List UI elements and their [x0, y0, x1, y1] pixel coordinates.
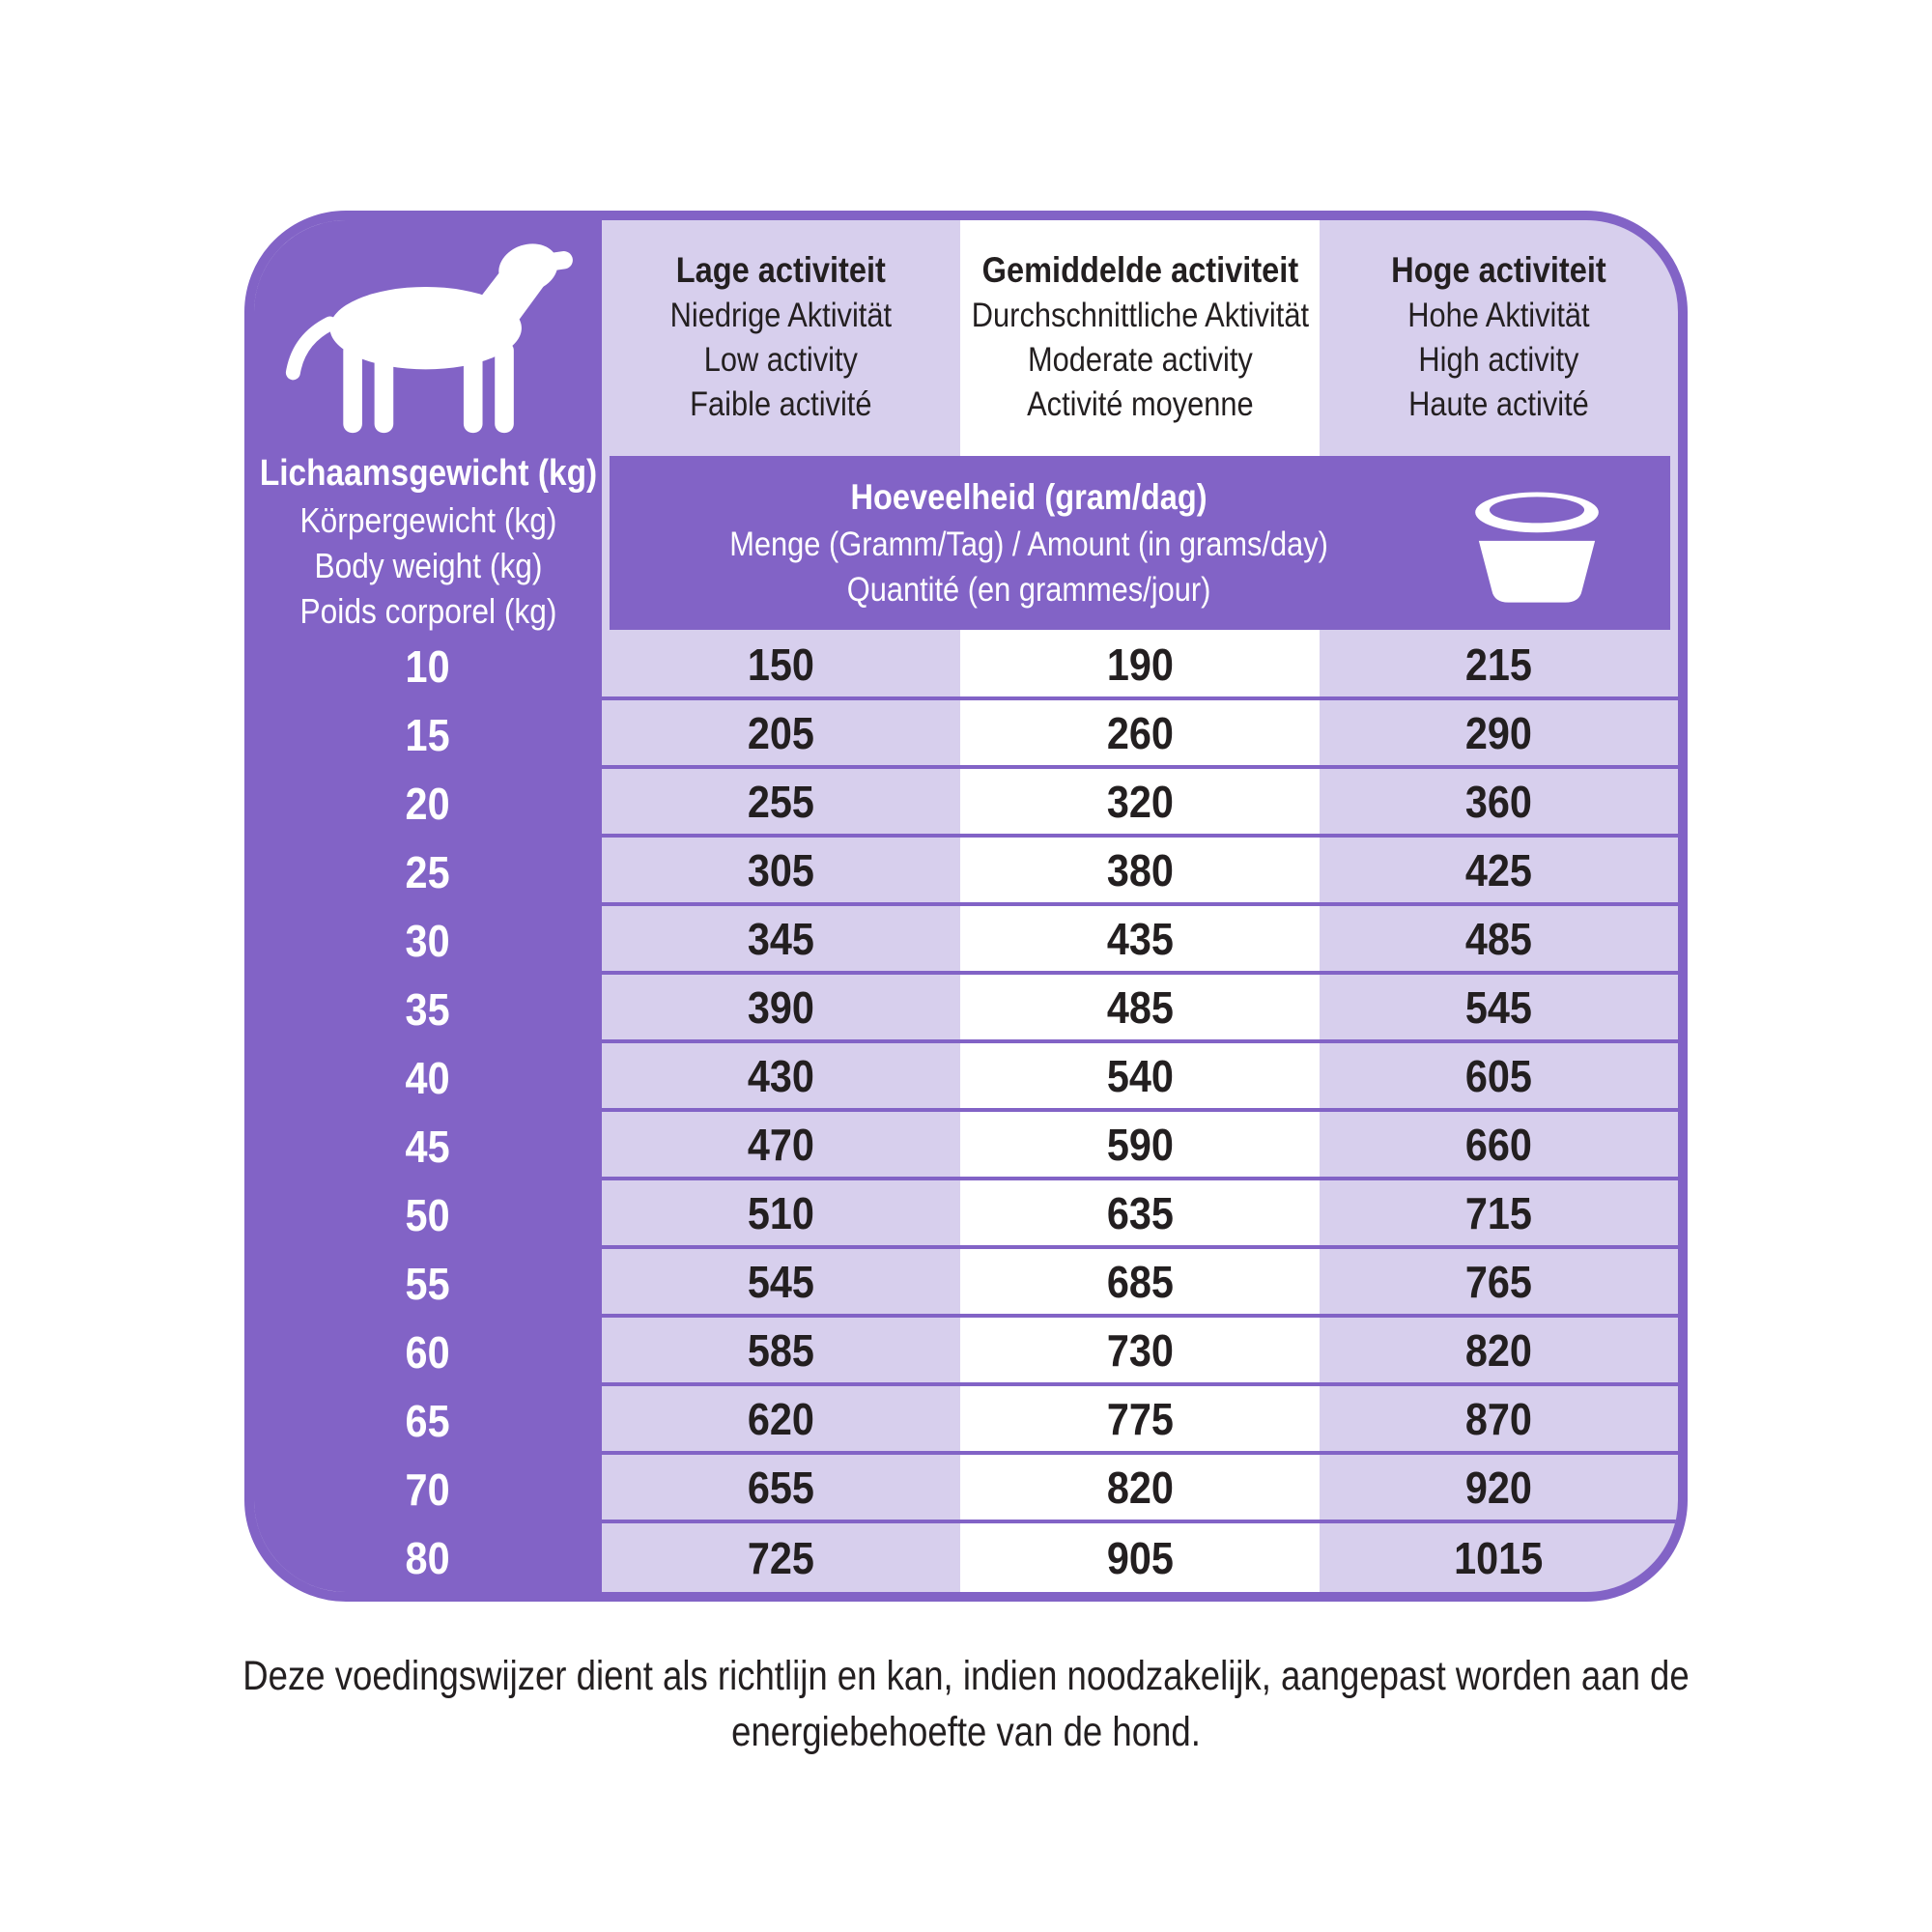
value-cell-moderate [960, 1455, 1320, 1523]
weight-cell [254, 1249, 602, 1318]
value-cell-high [1320, 1112, 1678, 1180]
weight-cell [254, 700, 602, 769]
amount-value: 190 [1106, 639, 1174, 690]
table-row [254, 632, 1678, 700]
amount-value: 775 [1106, 1393, 1174, 1444]
amount-value: 260 [1106, 707, 1174, 758]
column-title: Lage activiteit [675, 249, 887, 290]
table-row [254, 1180, 1678, 1249]
value-cell-low [602, 700, 960, 769]
value-cell-high [1320, 1523, 1678, 1592]
value-cell-high [1320, 632, 1678, 700]
weight-value: 30 [405, 915, 451, 966]
value-cell-low [602, 1386, 960, 1455]
value-cell-moderate [960, 1318, 1320, 1386]
amount-value: 715 [1464, 1187, 1533, 1238]
weight-value: 45 [405, 1121, 451, 1172]
value-cell-high [1320, 906, 1678, 975]
column-title: Hoge activiteit [1391, 249, 1606, 290]
feeding-table-rows [254, 632, 1678, 1592]
amount-value: 725 [747, 1532, 815, 1583]
column-subtitle-de: Durchschnittliche Aktivität [971, 296, 1309, 334]
amount-value: 430 [747, 1050, 815, 1101]
weight-value: 55 [405, 1258, 451, 1309]
value-cell-low [602, 838, 960, 906]
amount-value: 205 [747, 707, 815, 758]
value-cell-high [1320, 1043, 1678, 1112]
value-cell-low [602, 1523, 960, 1592]
amount-value: 320 [1106, 776, 1174, 827]
weight-value: 15 [405, 709, 451, 760]
table-row [254, 1249, 1678, 1318]
value-cell-high [1320, 700, 1678, 769]
amount-value: 730 [1106, 1324, 1174, 1376]
table-row [254, 1112, 1678, 1180]
amount-value: 545 [1464, 981, 1533, 1033]
amount-value: 605 [1464, 1050, 1533, 1101]
table-row [254, 1455, 1678, 1523]
value-cell-low [602, 1455, 960, 1523]
value-cell-high [1320, 838, 1678, 906]
weight-value: 10 [405, 640, 451, 692]
weight-cell [254, 1455, 602, 1523]
weight-cell [254, 1112, 602, 1180]
value-cell-low [602, 769, 960, 838]
column-subtitle-en: Low activity [703, 340, 859, 379]
value-cell-moderate [960, 906, 1320, 975]
amount-value: 425 [1464, 844, 1533, 895]
weight-value: 60 [405, 1326, 451, 1378]
weight-cell [254, 1523, 602, 1592]
weight-value: 25 [405, 846, 451, 897]
amount-value: 290 [1464, 707, 1533, 758]
column-header-moderate-activity [960, 220, 1320, 453]
column-headers-band [254, 220, 1678, 452]
column-title: Gemiddelde activiteit [981, 249, 1298, 290]
value-cell-moderate [960, 975, 1320, 1043]
weight-cell [254, 1180, 602, 1249]
value-cell-high [1320, 1386, 1678, 1455]
amount-band [254, 452, 1678, 632]
amount-value: 765 [1464, 1256, 1533, 1307]
amount-value: 870 [1464, 1393, 1533, 1444]
row-header-de: Körpergewicht (kg) [299, 500, 556, 540]
weight-cell [254, 632, 602, 700]
table-row [254, 906, 1678, 975]
value-cell-moderate [960, 1112, 1320, 1180]
value-cell-moderate [960, 838, 1320, 906]
weight-cell [254, 975, 602, 1043]
weight-cell [254, 1386, 602, 1455]
feeding-guide-card [244, 211, 1688, 1602]
value-cell-low [602, 906, 960, 975]
weight-cell [254, 906, 602, 975]
weight-cell [254, 838, 602, 906]
weight-value: 40 [405, 1052, 451, 1103]
amount-value: 660 [1464, 1119, 1533, 1170]
column-subtitle-fr: Haute activité [1408, 384, 1589, 423]
amount-banner [610, 456, 1670, 630]
weight-value: 80 [405, 1532, 451, 1583]
value-cell-moderate [960, 700, 1320, 769]
column-subtitle-en: Moderate activity [1027, 340, 1253, 379]
value-cell-low [602, 1112, 960, 1180]
value-cell-moderate [960, 1180, 1320, 1249]
value-cell-moderate [960, 1386, 1320, 1455]
value-cell-low [602, 632, 960, 700]
column-subtitle-de: Hohe Aktivität [1407, 296, 1590, 334]
weight-cell [254, 1318, 602, 1386]
amount-value: 485 [1106, 981, 1174, 1033]
amount-value: 655 [747, 1462, 815, 1513]
amount-value: 305 [747, 844, 815, 895]
row-header-en: Body weight (kg) [314, 546, 542, 585]
column-subtitle-fr: Faible activité [690, 384, 872, 423]
value-cell-high [1320, 769, 1678, 838]
banner-line3: Quantité (en grammes/jour) [846, 571, 1211, 609]
row-header-fr: Poids corporel (kg) [299, 591, 556, 631]
amount-value: 540 [1106, 1050, 1174, 1101]
amount-value: 920 [1464, 1462, 1533, 1513]
amount-value: 380 [1106, 844, 1174, 895]
value-cell-moderate [960, 769, 1320, 838]
value-cell-moderate [960, 632, 1320, 700]
dog-bowl-icon [1460, 479, 1614, 610]
amount-value: 390 [747, 981, 815, 1033]
value-cell-moderate [960, 1043, 1320, 1112]
column-subtitle-fr: Activité moyenne [1026, 384, 1254, 423]
table-row [254, 1386, 1678, 1455]
amount-value: 360 [1464, 776, 1533, 827]
value-cell-moderate [960, 1523, 1320, 1592]
weight-value: 65 [405, 1395, 451, 1446]
column-subtitle-de: Niedrige Aktivität [669, 296, 893, 334]
amount-value: 435 [1106, 913, 1174, 964]
weight-value: 50 [405, 1189, 451, 1240]
footer-note [145, 1648, 1787, 1760]
weight-value: 35 [405, 983, 451, 1035]
value-cell-high [1320, 975, 1678, 1043]
amount-value: 150 [747, 639, 815, 690]
amount-value: 470 [747, 1119, 815, 1170]
amount-value: 820 [1106, 1462, 1174, 1513]
table-row [254, 975, 1678, 1043]
footer-line-1: Deze voedingswijzer dient als richtlijn en kan, indien noodzakelijk, aangepast worden aan de [242, 1653, 1690, 1699]
amount-value: 590 [1106, 1119, 1174, 1170]
banner-title: Hoeveelheid (gram/dag) [850, 477, 1208, 517]
dog-cell [254, 220, 602, 453]
amount-value: 545 [747, 1256, 815, 1307]
amount-value: 215 [1464, 639, 1533, 690]
value-cell-moderate [960, 1249, 1320, 1318]
value-cell-high [1320, 1180, 1678, 1249]
amount-value: 820 [1464, 1324, 1533, 1376]
table-row [254, 1043, 1678, 1112]
column-subtitle-en: High activity [1418, 340, 1579, 379]
table-row [254, 1523, 1678, 1592]
value-cell-low [602, 1043, 960, 1112]
amount-value: 1015 [1454, 1532, 1544, 1583]
weight-value: 20 [405, 778, 451, 829]
value-cell-low [602, 1249, 960, 1318]
value-cell-low [602, 975, 960, 1043]
column-header-high-activity [1320, 220, 1678, 453]
weight-cell [254, 769, 602, 838]
value-cell-low [602, 1318, 960, 1386]
row-header-body-weight [254, 452, 602, 632]
amount-value: 510 [747, 1187, 815, 1238]
column-header-low-activity [602, 220, 960, 453]
banner-line2: Menge (Gramm/Tag) / Amount (in grams/day) [729, 526, 1328, 563]
amount-value: 620 [747, 1393, 815, 1444]
table-row [254, 838, 1678, 906]
value-cell-high [1320, 1249, 1678, 1318]
amount-value: 485 [1464, 913, 1533, 964]
amount-value: 585 [747, 1324, 815, 1376]
amount-value: 255 [747, 776, 815, 827]
value-cell-low [602, 1180, 960, 1249]
dog-silhouette-icon [283, 230, 573, 453]
amount-value: 635 [1106, 1187, 1174, 1238]
weight-value: 70 [405, 1463, 451, 1515]
amount-value: 345 [747, 913, 815, 964]
amount-banner-text [610, 456, 1448, 630]
footer-line-2: energiebehoefte van de hond. [731, 1709, 1201, 1755]
table-row [254, 769, 1678, 838]
weight-cell [254, 1043, 602, 1112]
amount-value: 685 [1106, 1256, 1174, 1307]
value-cell-high [1320, 1318, 1678, 1386]
amount-value: 905 [1106, 1532, 1174, 1583]
table-row [254, 1318, 1678, 1386]
table-row [254, 700, 1678, 769]
row-header-title: Lichaamsgewicht (kg) [259, 453, 597, 494]
value-cell-high [1320, 1455, 1678, 1523]
